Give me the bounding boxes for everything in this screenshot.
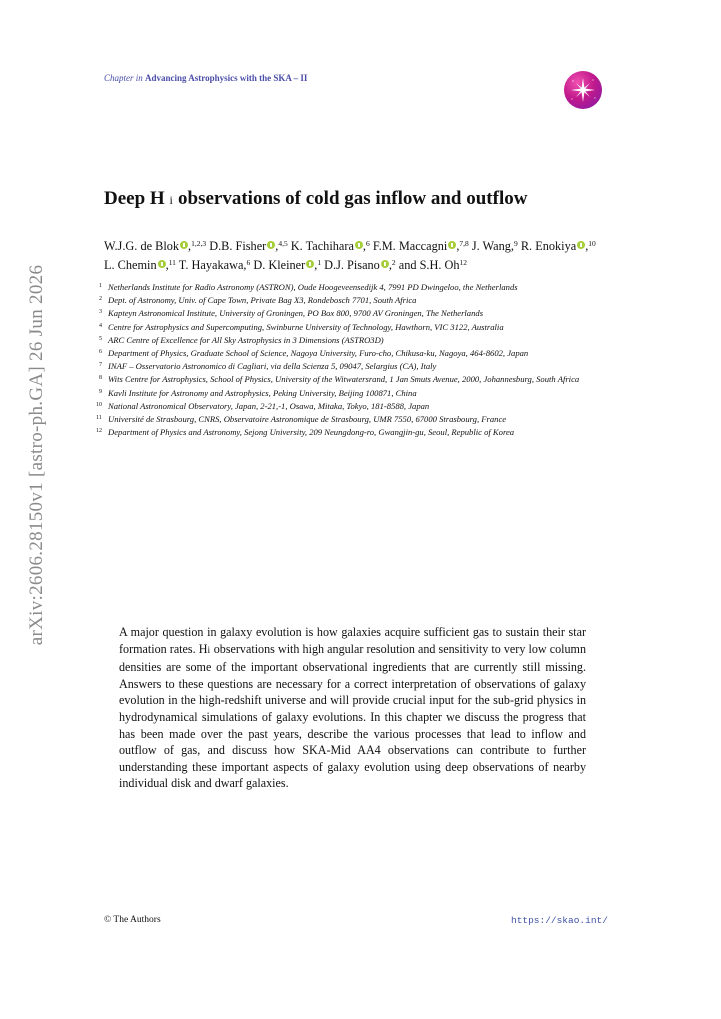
abstract-roman-numeral: i bbox=[207, 645, 211, 656]
affiliation-number: 1 bbox=[99, 283, 102, 289]
author-affiliation-marker: 1,2,3 bbox=[191, 239, 207, 248]
orcid-icon[interactable] bbox=[158, 260, 166, 268]
skao-url-link[interactable]: https://skao.int/ bbox=[511, 915, 608, 926]
author-affiliation-marker: 10 bbox=[588, 239, 596, 248]
author-affiliation-marker: 6 bbox=[365, 239, 370, 248]
affiliation-entry bbox=[99, 307, 620, 320]
affiliation-text: Netherlands Institute for Radio Astronomy (ASTRON), Oude Hoogeveensedijk 4, 7991 PD Dwingeloo, the Netherlands bbox=[108, 282, 518, 292]
author-name: D.B. Fisher bbox=[209, 239, 267, 253]
affiliation-number: 11 bbox=[96, 415, 102, 422]
arxiv-identifier-text: arXiv:2606.28150v1 [astro-ph.GA] 26 Jun 2026 bbox=[26, 264, 47, 646]
affiliation-text: Centre for Astrophysics and Supercomputing, Swinburne University of Technology, Hawthorn, VIC 3122, Australia bbox=[108, 321, 504, 332]
author-entry: W.J.G. de Blok ,$^{1,2,3}$ bbox=[104, 239, 207, 253]
author-entry bbox=[399, 258, 467, 272]
author-entry: D.J. Pisano ,$^2$ bbox=[324, 258, 396, 272]
author-affiliation-marker: 7,8 bbox=[459, 239, 469, 248]
orcid-icon[interactable] bbox=[180, 241, 188, 249]
affiliation-number: 12 bbox=[96, 428, 102, 435]
affiliation-text: INAF – Osservatorio Astronomico di Cagliari, via della Scienza 5, 09047, Selargius (CA), Italy bbox=[108, 361, 437, 372]
affiliation-text: Wits Centre for Astrophysics, School of Physics, University of the Witwatersrand, 1 Jan Smuts Avenue, 2000, Johannesburg, South Africa bbox=[108, 374, 580, 385]
author-affiliation-marker: 11 bbox=[168, 258, 176, 267]
affiliation-entry bbox=[99, 387, 620, 400]
affiliation-entry bbox=[99, 281, 620, 294]
author-name: K. Tachihara bbox=[290, 239, 354, 253]
title-part-3: observations of cold gas inflow and outflow bbox=[173, 188, 528, 209]
affiliation-text: Department of Physics and Astronomy, Sejong University, 209 Neungdong-ro, Gwangjin-gu, Seoul, Republic of Korea bbox=[108, 427, 515, 438]
affiliation-text: ARC Centre of Excellence for All Sky Astrophysics in 3 Dimensions (ASTRO3D) bbox=[108, 334, 384, 345]
author-entry bbox=[179, 258, 250, 272]
affiliation-number: 2 bbox=[99, 296, 102, 303]
affiliation-number: 5 bbox=[99, 335, 102, 342]
author-entry: K. Tachihara ,$^6$ bbox=[290, 239, 370, 253]
author-entry: F.M. Maccagni ,$^{7,8}$ bbox=[372, 239, 469, 253]
orcid-icon[interactable] bbox=[577, 241, 585, 249]
ska-star-logo-icon bbox=[564, 71, 602, 109]
title-roman-numeral: i bbox=[169, 193, 174, 207]
abstract bbox=[119, 624, 586, 792]
orcid-icon[interactable] bbox=[355, 241, 363, 249]
affiliation-list bbox=[96, 281, 620, 439]
orcid-icon[interactable] bbox=[448, 241, 456, 249]
chapter-in-label: Chapter in bbox=[104, 73, 143, 83]
author-entry: L. Chemin ,$^{11}$ bbox=[104, 258, 176, 272]
author-name: F.M. Maccagni bbox=[372, 239, 448, 253]
affiliation-entry bbox=[99, 321, 620, 334]
affiliation-text: Université de Strasbourg, CNRS, Observatoire Astronomique de Strasbourg, UMR 7550, 67000 Strasbourg, France bbox=[108, 414, 507, 425]
affiliation-text: National Astronomical Observatory, Japan, 2-21,-1, Osawa, Mitaka, Tokyo, 181-8588, Japan bbox=[108, 400, 430, 411]
author-name: W.J.G. de Blok bbox=[104, 239, 180, 253]
affiliation-number: 4 bbox=[99, 322, 102, 329]
abstract-text-end: observations with high angular resolution and sensitivity to very low column densities are some of the important observational ingredients that are currently still missing. Answers to these questions are necessary for a correct interpretation of observations of galaxy evolution in the high-redshift universe and will provide crucial input for the sub-grid physics in hydrodynamical simulations of galaxy evolutions. In this chapter we discuss the progress that has been made over the past years, describe the various processes that lead to inflow and outflow of gas, and discuss how SKA-Mid AA4 observations can contribute to further understanding these important aspects of galaxy evolution using deep observations of nearby individual disk and dwarf galaxies. bbox=[119, 641, 586, 791]
affiliation-entry bbox=[99, 334, 620, 347]
author-name: and S.H. Oh bbox=[398, 258, 460, 272]
author-affiliation-marker: 2 bbox=[391, 258, 396, 267]
affiliation-text: Kavli Institute for Astronomy and Astrophysics, Peking University, Beijing 100871, China bbox=[108, 387, 417, 398]
paper-title bbox=[104, 188, 527, 210]
author-affiliation-marker: 12 bbox=[459, 258, 468, 267]
affiliation-number: 8 bbox=[99, 375, 102, 382]
affiliation-text: Kapteyn Astronomical Institute, University of Groningen, PO Box 800, 9700 AV Groningen, The Netherlands bbox=[108, 308, 484, 319]
affiliation-entry bbox=[99, 294, 620, 307]
affiliation-number: 3 bbox=[99, 309, 102, 316]
affiliation-entry bbox=[99, 360, 620, 373]
affiliation-number: 9 bbox=[99, 388, 102, 395]
orcid-icon[interactable] bbox=[306, 260, 314, 268]
author-name: T. Hayakawa, bbox=[178, 258, 247, 272]
orcid-icon[interactable] bbox=[381, 260, 389, 268]
affiliation-entry bbox=[96, 413, 620, 426]
author-affiliation-marker: 6 bbox=[246, 258, 251, 267]
author-entry bbox=[472, 239, 518, 253]
copyright-notice: © The Authors bbox=[104, 915, 161, 925]
author-affiliation-marker: 4,5 bbox=[278, 239, 288, 248]
author-affiliation-marker: 1 bbox=[317, 258, 322, 267]
author-entry: R. Enokiya ,$^{10}$ bbox=[520, 239, 596, 253]
author-name: R. Enokiya bbox=[520, 239, 577, 253]
affiliation-number: 10 bbox=[96, 401, 102, 408]
title-part-1: Deep H bbox=[104, 188, 165, 209]
author-name: L. Chemin bbox=[104, 258, 157, 272]
abstract-text-start: A major question in galaxy evolution is how galaxies acquire sufficient gas to sustain their star formation rates. H bbox=[119, 625, 586, 656]
author-list bbox=[104, 237, 624, 275]
affiliation-entry bbox=[99, 373, 620, 386]
author-affiliation-marker: 9 bbox=[514, 239, 518, 248]
author-name: D. Kleiner bbox=[253, 258, 306, 272]
book-title-link[interactable]: Advancing Astrophysics with the SKA – II bbox=[145, 73, 308, 83]
arxiv-identifier bbox=[22, 264, 52, 646]
author-entry: D. Kleiner ,$^1$ bbox=[253, 258, 322, 272]
author-entry: D.B. Fisher ,$^{4,5}$ bbox=[209, 239, 288, 253]
author-name: J. Wang, bbox=[471, 239, 515, 253]
affiliation-entry bbox=[96, 426, 620, 439]
chapter-header bbox=[104, 73, 307, 83]
author-name: D.J. Pisano bbox=[324, 258, 380, 272]
affiliation-entry bbox=[99, 347, 620, 360]
affiliation-text: Department of Physics, Graduate School of Science, Nagoya University, Furo-cho, Chikusa-ku, Nagoya, 464-8602, Japan bbox=[108, 348, 529, 359]
affiliation-number: 6 bbox=[99, 349, 102, 356]
orcid-icon[interactable] bbox=[267, 241, 275, 249]
affiliation-entry bbox=[96, 400, 620, 413]
affiliation-number: 7 bbox=[99, 362, 102, 369]
affiliation-text: Dept. of Astronomy, Univ. of Cape Town, Private Bag X3, Rondebosch 7701, South Africa bbox=[108, 295, 417, 306]
